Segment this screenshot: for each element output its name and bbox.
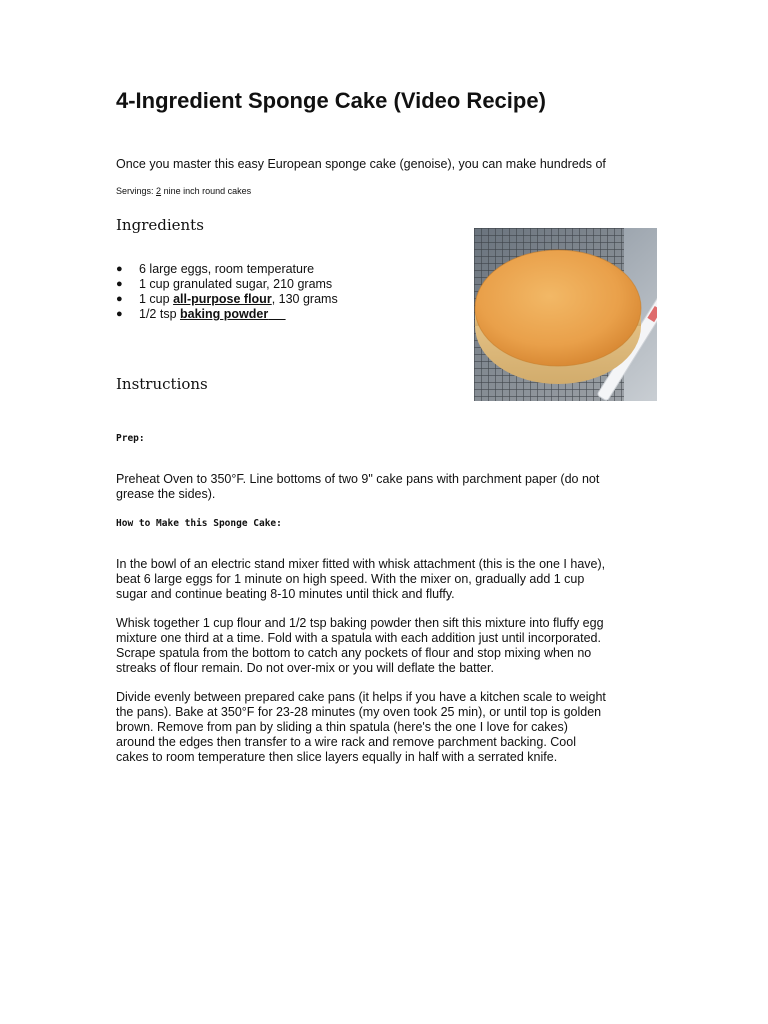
ingredients-list	[116, 262, 338, 322]
ingredient-item	[116, 277, 338, 292]
bullet-icon: ●	[116, 293, 123, 305]
servings-line	[116, 186, 251, 196]
servings-value[interactable]: 2	[156, 186, 162, 196]
step-2-paragraph	[116, 616, 656, 676]
how-to-label: How to Make this Sponge Cake:	[116, 518, 282, 529]
paragraph-line: streaks of flour remain. Do not over-mix or you will deflate the batter.	[116, 661, 494, 675]
prep-label: Prep:	[116, 433, 145, 444]
paragraph-line: cakes to room temperature then slice layers equally in half with a serrated knife.	[116, 750, 558, 764]
paragraph-line: Whisk together 1 cup flour and 1/2 tsp baking powder then sift this mixture into fluffy egg	[116, 616, 604, 630]
paragraph-line: the pans). Bake at 350°F for 23-28 minutes (my oven took 25 min), or until top is golden	[116, 705, 602, 719]
ingredient-item	[116, 262, 338, 277]
bullet-icon: ●	[116, 308, 123, 320]
paragraph-line: brown. Remove from pan by sliding a thin spatula (here's the one I love for cakes)	[116, 720, 568, 734]
paragraph-line: grease the sides).	[116, 487, 216, 501]
paragraph-line: around the edges then transfer to a wire rack and remove parchment backing. Cool	[116, 735, 576, 749]
ingredient-text: 1 cup granulated sugar, 210 grams	[139, 277, 333, 291]
paragraph-line: mixture one third at a time. Fold with a spatula with each addition just until incorporated.	[116, 631, 601, 645]
paragraph-line: Divide evenly between prepared cake pans (it helps if you have a kitchen scale to weight	[116, 690, 606, 704]
bullet-icon: ●	[116, 263, 123, 275]
ingredients-heading: Ingredients	[116, 216, 204, 234]
prep-paragraph	[116, 472, 656, 502]
ingredient-link-all-purpose-flour[interactable]: all-purpose flour	[173, 292, 272, 306]
step-1-paragraph	[116, 557, 656, 602]
ingredient-item	[116, 292, 338, 307]
paragraph-line: sugar and continue beating 8-10 minutes until thick and fluffy.	[116, 587, 455, 601]
ingredient-link-baking-powder[interactable]: baking powder	[180, 307, 269, 321]
ingredient-prefix: 1 cup	[139, 292, 174, 306]
sponge-cake-photo	[474, 228, 657, 401]
paragraph-line: beat 6 large eggs for 1 minute on high speed. With the mixer on, gradually add 1 cup	[116, 572, 585, 586]
step-3-paragraph	[116, 690, 656, 765]
paragraph-line: Preheat Oven to 350°F. Line bottoms of two 9" cake pans with parchment paper (do not	[116, 472, 600, 486]
bullet-icon: ●	[116, 278, 123, 290]
intro-text: Once you master this easy European sponge cake (genoise), you can make hundreds of	[116, 157, 606, 171]
instructions-heading: Instructions	[116, 375, 208, 393]
page-title: 4-Ingredient Sponge Cake (Video Recipe)	[116, 88, 546, 113]
ingredient-prefix: 1/2 tsp	[139, 307, 180, 321]
ingredient-suffix: , 130 grams	[271, 292, 338, 306]
servings-unit: nine inch round cakes	[163, 186, 252, 196]
paragraph-line: In the bowl of an electric stand mixer fitted with whisk attachment (this is the one I have),	[116, 557, 606, 571]
link-trailing-underline[interactable]	[268, 307, 285, 321]
ingredient-text: 6 large eggs, room temperature	[139, 262, 315, 276]
ingredient-item	[116, 307, 338, 322]
paragraph-line: Scrape spatula from the bottom to catch any pockets of flour and stop mixing when no	[116, 646, 592, 660]
servings-label: Servings:	[116, 186, 154, 196]
